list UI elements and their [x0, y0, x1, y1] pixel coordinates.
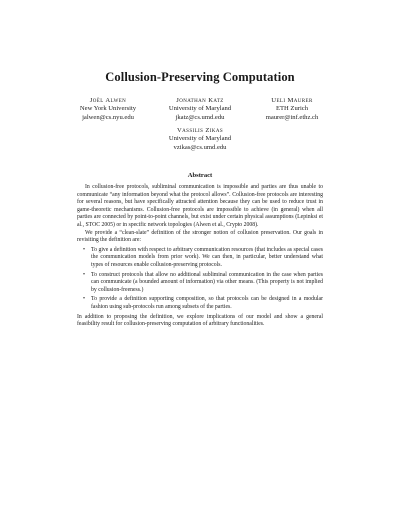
author-affiliation: ETH Zurich — [275, 105, 309, 113]
bullet-icon: • — [83, 296, 86, 303]
list-item — [83, 271, 323, 295]
list-item-text: To give a definition with respect to arbitrary communication resources (that includes as special cases the communication models from prior work). We can then, in particular, better understand what types of resources enable collusion-preserving protocols. — [91, 246, 323, 268]
paper-title: Collusion-Preserving Computation — [105, 70, 295, 84]
author-block-maurer — [240, 97, 344, 122]
bullet-icon: • — [83, 271, 86, 278]
author-block-zikas — [148, 127, 252, 152]
list-item — [83, 246, 323, 270]
abstract-body — [77, 184, 323, 329]
list-item-text: To construct protocols that allow no additional subliminal communication in the case when parties can communicate (a bounded amount of information) via other means. (This property is not implied by collusion-freeness.) — [91, 271, 323, 293]
author-name: Joël Alwen — [89, 97, 127, 104]
bullet-icon: • — [83, 246, 86, 253]
author-affiliation: New York University — [79, 105, 137, 113]
list-item-text: To provide a definition supporting composition, so that protocols can be designed in a modular fashion using sub-protocols run among subsets of the parties. — [91, 296, 323, 310]
abstract-paragraph-3: In addition to proposing the definition, we explore implications of our model and show a general feasibility result for collusion-preserving computation of arbitrary functionalities. — [77, 313, 323, 328]
author-email: jalwen@cs.nyu.edu — [82, 113, 134, 121]
author-name: Jonathan Katz — [176, 97, 224, 104]
author-affiliation: University of Maryland — [168, 135, 232, 143]
author-email: maurer@inf.ethz.ch — [265, 113, 319, 121]
abstract-paragraph-2: We provide a “clean-slate” definition of the stronger notion of collusion preservation. Our goals in revisiting the definition are: — [77, 229, 323, 244]
author-email: jkatz@cs.umd.edu — [175, 113, 225, 121]
author-name: Ueli Maurer — [271, 97, 313, 104]
author-block-alwen — [56, 97, 160, 122]
author-block-katz — [148, 97, 252, 122]
abstract-paragraph-1: In collusion-free protocols, subliminal communication is impossible and parties are thus unable to communicate “any information beyond what the protocol allows”. Collusion-free protocols are interesting for several reasons, but have specifically attracted attention because they can be used to reduce trust in game-theoretic mechanisms. Collusion-free protocols are impossible to achieve (in general) when all parties are connected by point-to-point channels, but exist under certain physical assumptions (Lepinksi et al., STOC 2005) or in specific network topologies (Alwen et al., Crypto 2008). — [77, 184, 323, 228]
abstract-heading: Abstract — [187, 172, 213, 179]
author-affiliation: University of Maryland — [168, 105, 232, 113]
author-name: Vassilis Zikas — [176, 127, 224, 134]
goals-list — [77, 247, 323, 312]
author-email: vzikas@cs.umd.edu — [173, 143, 227, 151]
list-item — [83, 296, 323, 311]
